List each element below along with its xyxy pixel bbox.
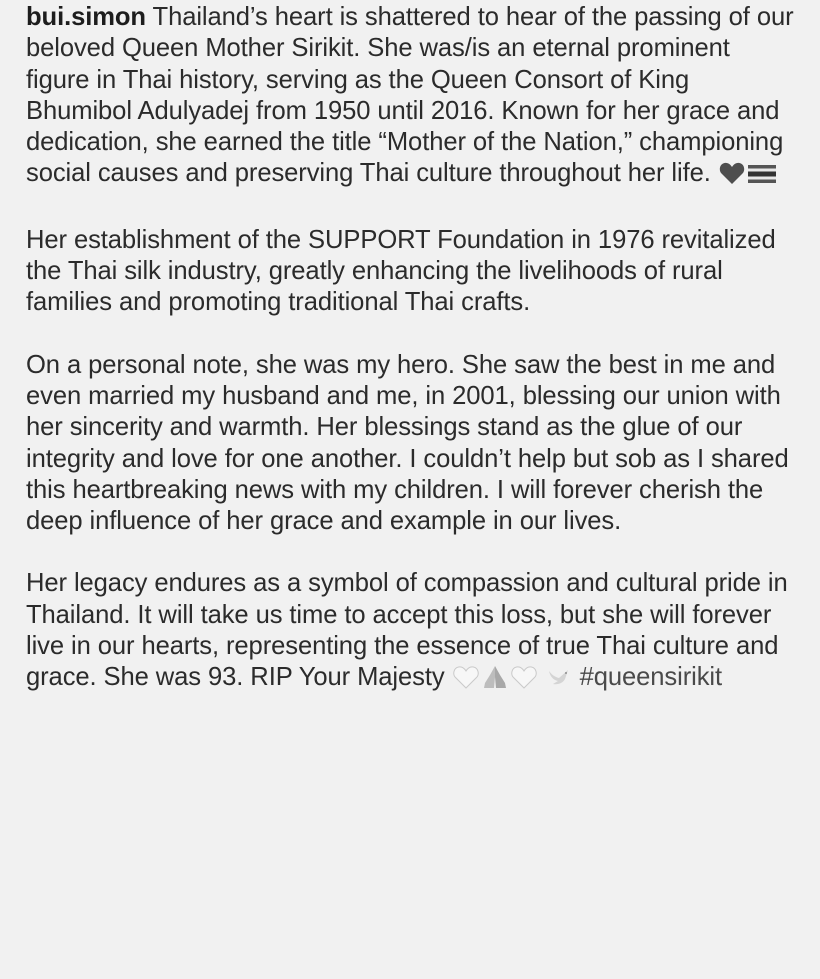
caption-paragraph-4: [26, 568, 800, 697]
paragraph-text: Her legacy endures as a symbol of compassion and cultural pride in Thailand. It will take us time to accept this loss, but she will forever live in our hearts, representing the essence of true Thai culture and grace. She was 93. RIP Your Majesty: [26, 569, 788, 692]
caption-paragraph-1: [26, 2, 800, 194]
white-heart-icon: [453, 665, 479, 697]
dove-icon: [546, 665, 572, 697]
hashtag-link[interactable]: #queensirikit: [579, 663, 722, 692]
paragraph-text: Thailand’s heart is shattered to hear of the passing of our beloved Queen Mother Sirikit. She was/is an eternal prominent figure in Thai history, serving as the Queen Consort of King Bhumibol Adulyadej from 1950 until 2016. Known for her grace and dedication, she earned the title “Mother of the Nation,” championing social causes and preserving Thai culture throughout her life.: [26, 3, 794, 188]
praying-hands-icon: [481, 663, 509, 697]
username-link[interactable]: bui.simon: [26, 3, 146, 31]
caption-paragraph-2: Her establishment of the SUPPORT Foundation in 1976 revitalized the Thai silk industry, greatly enhancing the livelihoods of rural families and promoting traditional Thai crafts.: [26, 225, 776, 317]
white-heart-icon: [511, 665, 537, 697]
thai-flag-icon: [747, 162, 777, 193]
caption-paragraph-3: On a personal note, she was my hero. She saw the best in me and even married my husband and me, in 2001, blessing our union with her sincerity and warmth. Her blessings stand as the glue of our integrity and love for one another. I couldn’t help but sob as I shared this heartbreaking news with my children. I will forever cherish the deep influence of her grace and example in our lives.: [26, 350, 789, 536]
dark-heart-icon: [719, 161, 745, 193]
